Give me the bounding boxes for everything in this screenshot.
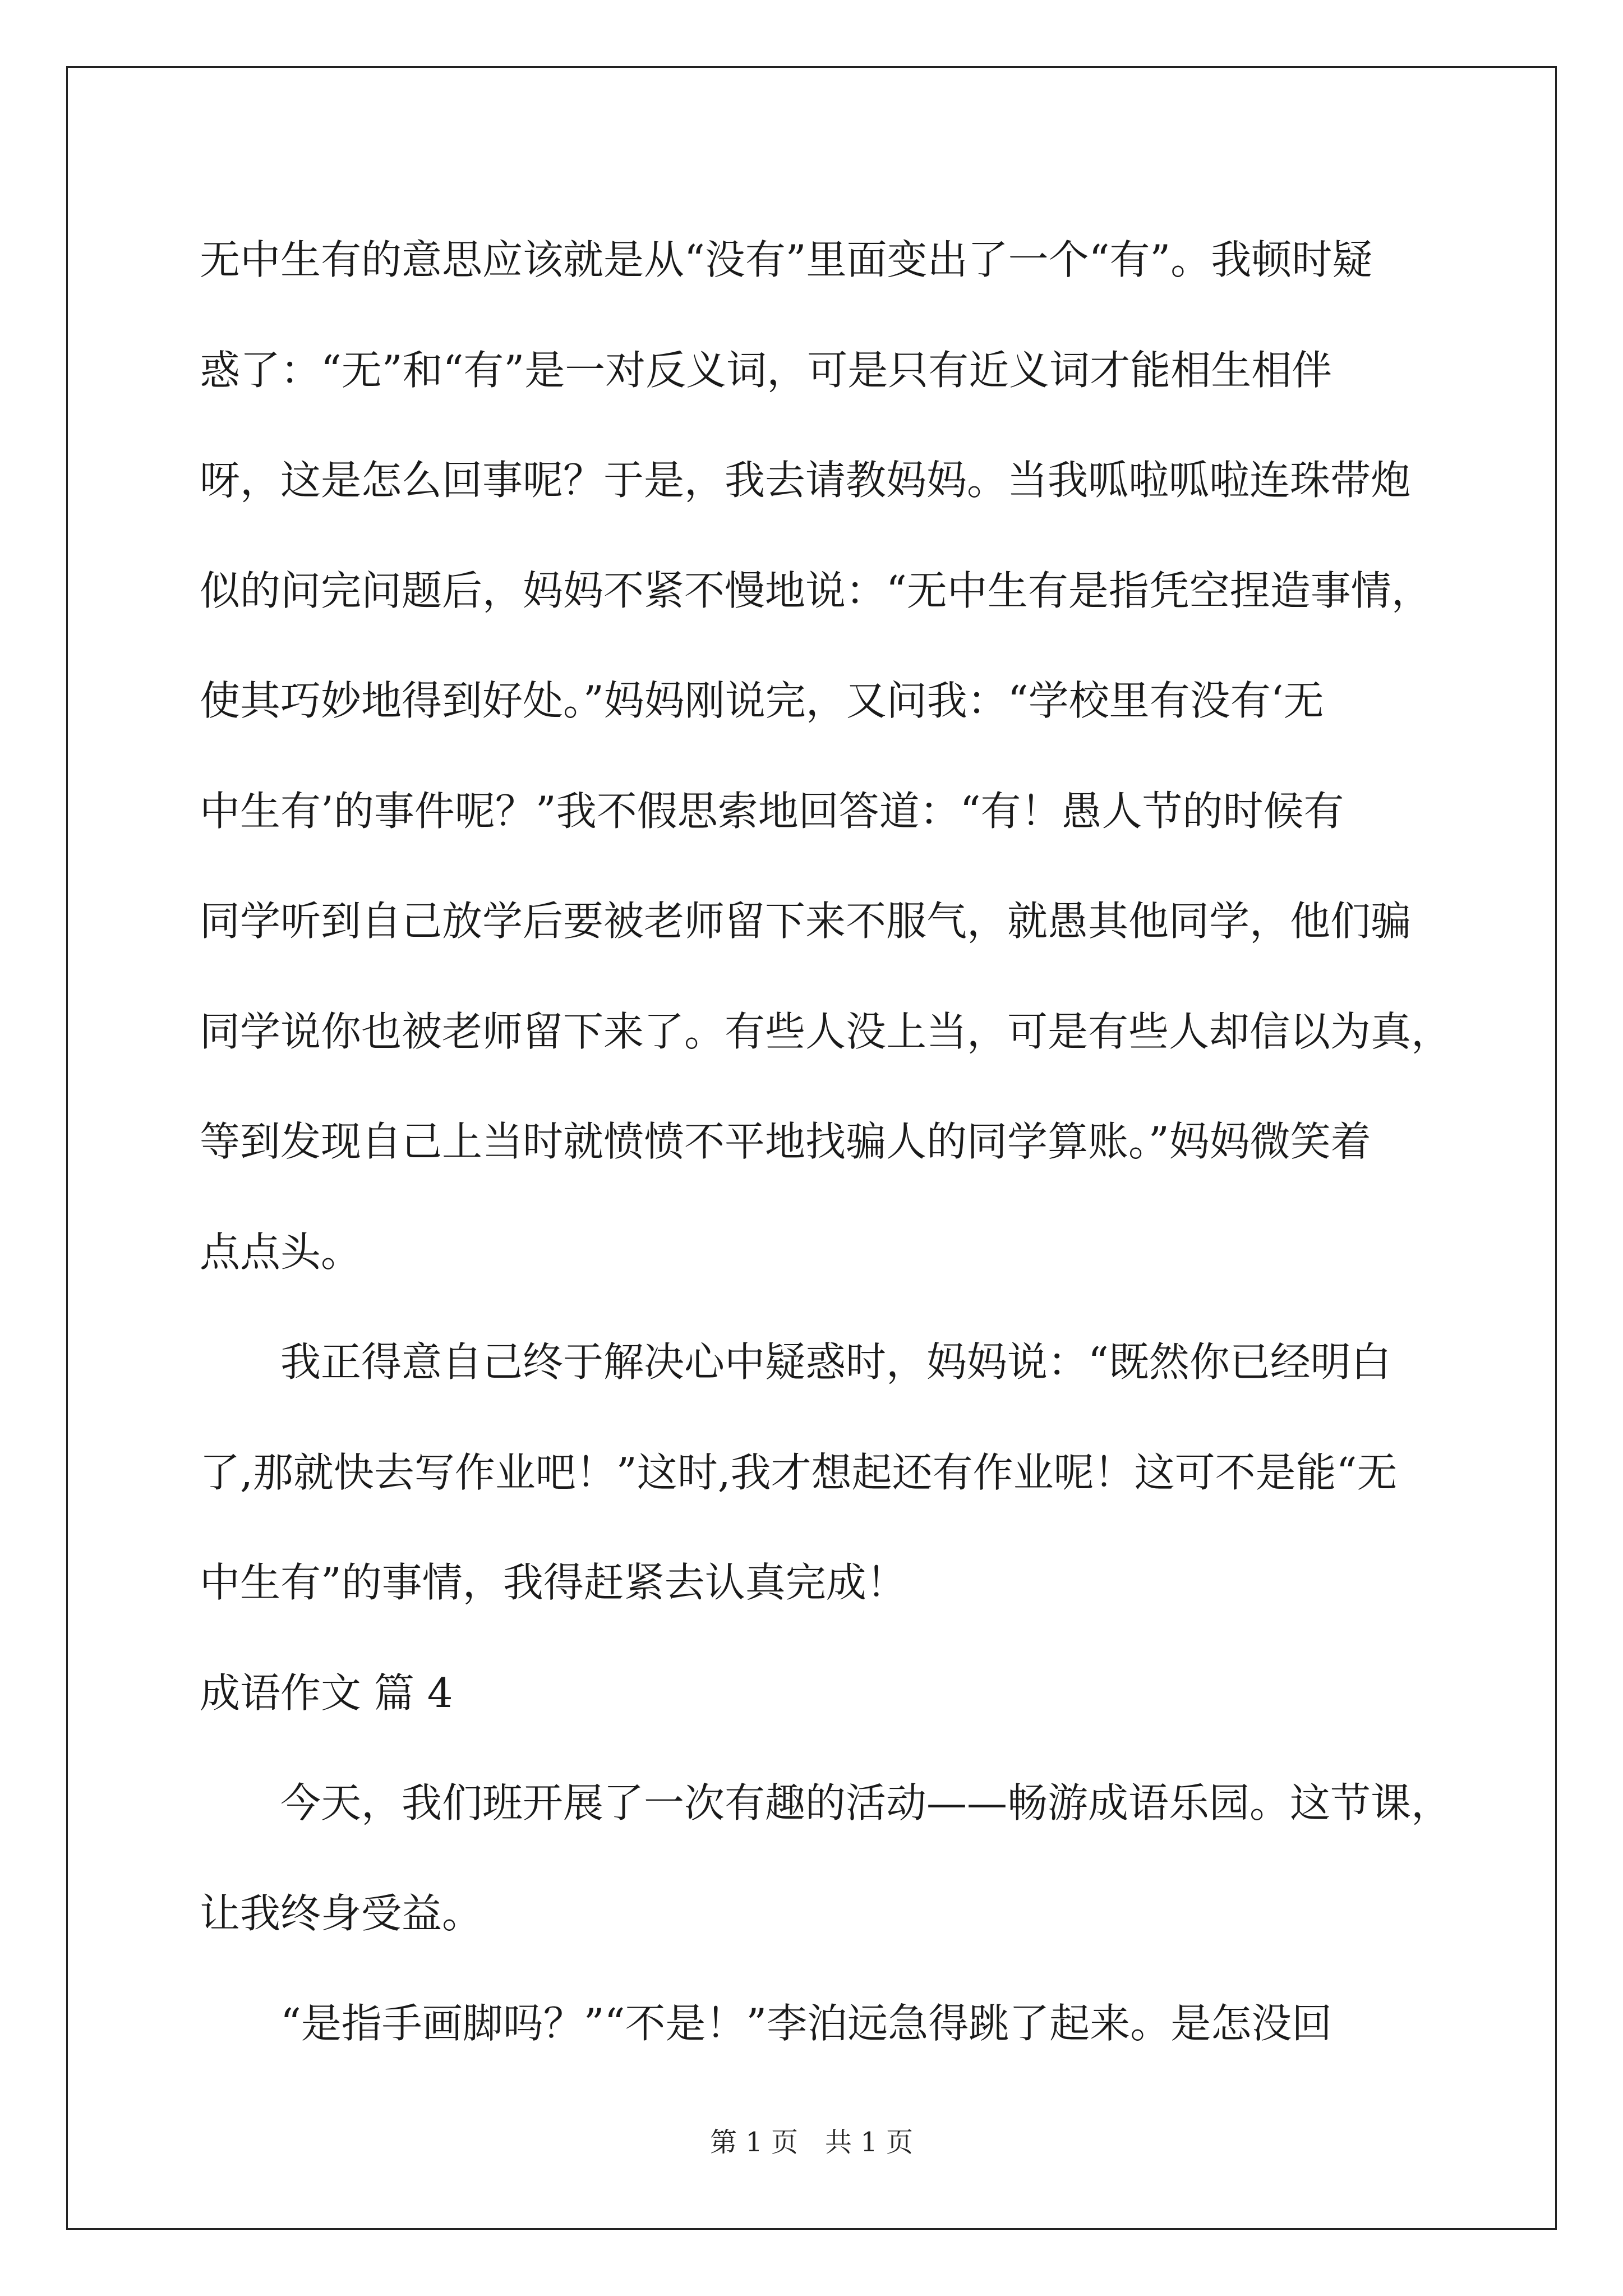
text-line-2: 惑了：“无”和“有”是一对反义词，可是只有近义词才能相生相伴 (200, 346, 1332, 394)
text-line-5: 使其巧妙地得到好处。”妈妈刚说完，又问我：“学校里有没有‘无 (200, 677, 1324, 724)
text-line-15: 今天，我们班开展了一次有趣的活动——畅游成语乐园。这节课， (280, 1779, 1452, 1826)
page-footer: 第 1 页 共 1 页 (709, 2127, 914, 2158)
section-heading: 成语作文 篇 4 (200, 1669, 453, 1717)
text-line-3: 呀，这是怎么回事呢？于是，我去请教妈妈。当我呱啦呱啦连珠带炮 (200, 457, 1412, 504)
text-line-17: “是指手画脚吗？”“不是！”李泊远急得跳了起来。是怎没回 (280, 2000, 1332, 2047)
text-line-7: 同学听到自己放学后要被老师留下来不服气，就愚其他同学，他们骗 (200, 898, 1412, 945)
text-line-11: 我正得意自己终于解决心中疑惑时，妈妈说：“既然你已经明白 (280, 1338, 1391, 1386)
text-line-4: 似的问完问题后，妈妈不紧不慢地说：“无中生有是指凭空捏造事情， (200, 567, 1432, 614)
document-body (200, 205, 1452, 2079)
text-line-8: 同学说你也被老师留下来了。有些人没上当，可是有些人却信以为真， (200, 1007, 1452, 1055)
text-line-12: 了,那就快去写作业吧！”这时,我才想起还有作业呢！这可不是能“无 (200, 1448, 1398, 1496)
text-line-9: 等到发现自己上当时就愤愤不平地找骗人的同学算账。”妈妈微笑着 (200, 1118, 1371, 1165)
text-line-10: 点点头。 (200, 1228, 362, 1276)
text-line-16: 让我终身受益。 (200, 1889, 483, 1937)
text-line-6: 中生有’的事件呢？”我不假思索地回答道：“有！愚人节的时候有 (200, 787, 1344, 835)
text-line-13: 中生有”的事情，我得赶紧去认真完成！ (200, 1559, 907, 1606)
text-line-1: 无中生有的意思应该就是从“没有”里面变出了一个“有”。我顿时疑 (200, 236, 1373, 283)
